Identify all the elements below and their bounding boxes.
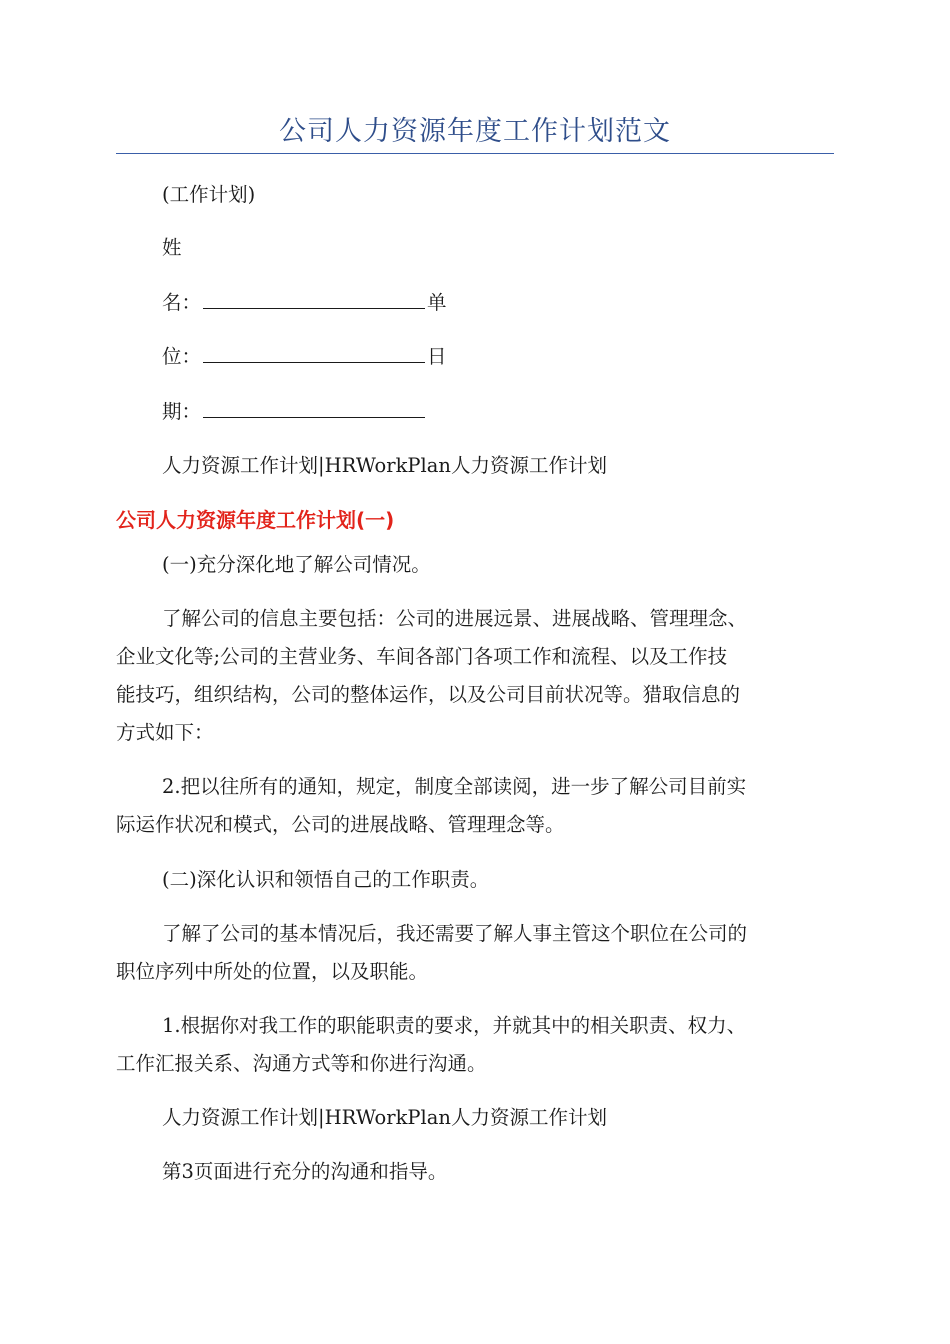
date-label-part1: 日: [427, 345, 447, 368]
paragraph-line: 了解了公司的基本情况后，我还需要了解人事主管这个职位在公司的: [162, 922, 748, 945]
category-label: (工作计划): [162, 183, 256, 206]
paragraph-line: (一)充分深化地了解公司情况。: [162, 553, 431, 576]
tagline: 人力资源工作计划|HRWorkPlan人力资源工作计划: [162, 1106, 607, 1129]
name-unit-row: [162, 289, 447, 317]
document-title: 公司人力资源年度工作计划范文: [279, 116, 671, 147]
paragraph-line: 2.把以往所有的通知，规定，制度全部读阅，进一步了解公司目前实: [162, 775, 747, 798]
unit-label-part1: 单: [427, 291, 447, 314]
date-label-part2: 期：: [162, 400, 202, 423]
unit-label-part2: 位：: [162, 345, 202, 368]
paragraph-line: 职位序列中所处的位置，以及职能。: [116, 960, 429, 983]
section-heading: 公司人力资源年度工作计划(一): [116, 508, 395, 532]
paragraph-line: 工作汇报关系、沟通方式等和你进行沟通。: [116, 1052, 487, 1075]
paragraph-line: 际运作状况和模式，公司的进展战略、管理理念等。: [116, 813, 565, 836]
date-blank-field[interactable]: [203, 399, 425, 418]
paragraph-line: 1.根据你对我工作的职能职责的要求，并就其中的相关职责、权力、: [162, 1014, 747, 1037]
paragraph-line: 了解公司的信息主要包括：公司的进展远景、进展战略、管理理念、: [162, 607, 748, 630]
name-blank-field[interactable]: [203, 290, 425, 309]
name-label-part2: 名：: [162, 291, 202, 314]
date-row: [162, 398, 427, 426]
paragraph-line: 方式如下：: [116, 721, 214, 744]
paragraph-line: 能技巧，组织结构，公司的整体运作，以及公司目前状况等。猎取信息的: [116, 683, 741, 706]
paragraph-line: (二)深化认识和领悟自己的工作职责。: [162, 868, 490, 891]
tagline: 人力资源工作计划|HRWorkPlan人力资源工作计划: [162, 454, 607, 477]
paragraph-line: 企业文化等;公司的主营业务、车间各部门各项工作和流程、以及工作技: [116, 645, 728, 668]
name-label-part1: 姓: [162, 236, 182, 259]
unit-blank-field[interactable]: [203, 344, 425, 363]
paragraph-line: 第3页面进行充分的沟通和指导。: [162, 1160, 448, 1183]
title-underline: [116, 153, 834, 154]
unit-date-row: [162, 343, 447, 371]
